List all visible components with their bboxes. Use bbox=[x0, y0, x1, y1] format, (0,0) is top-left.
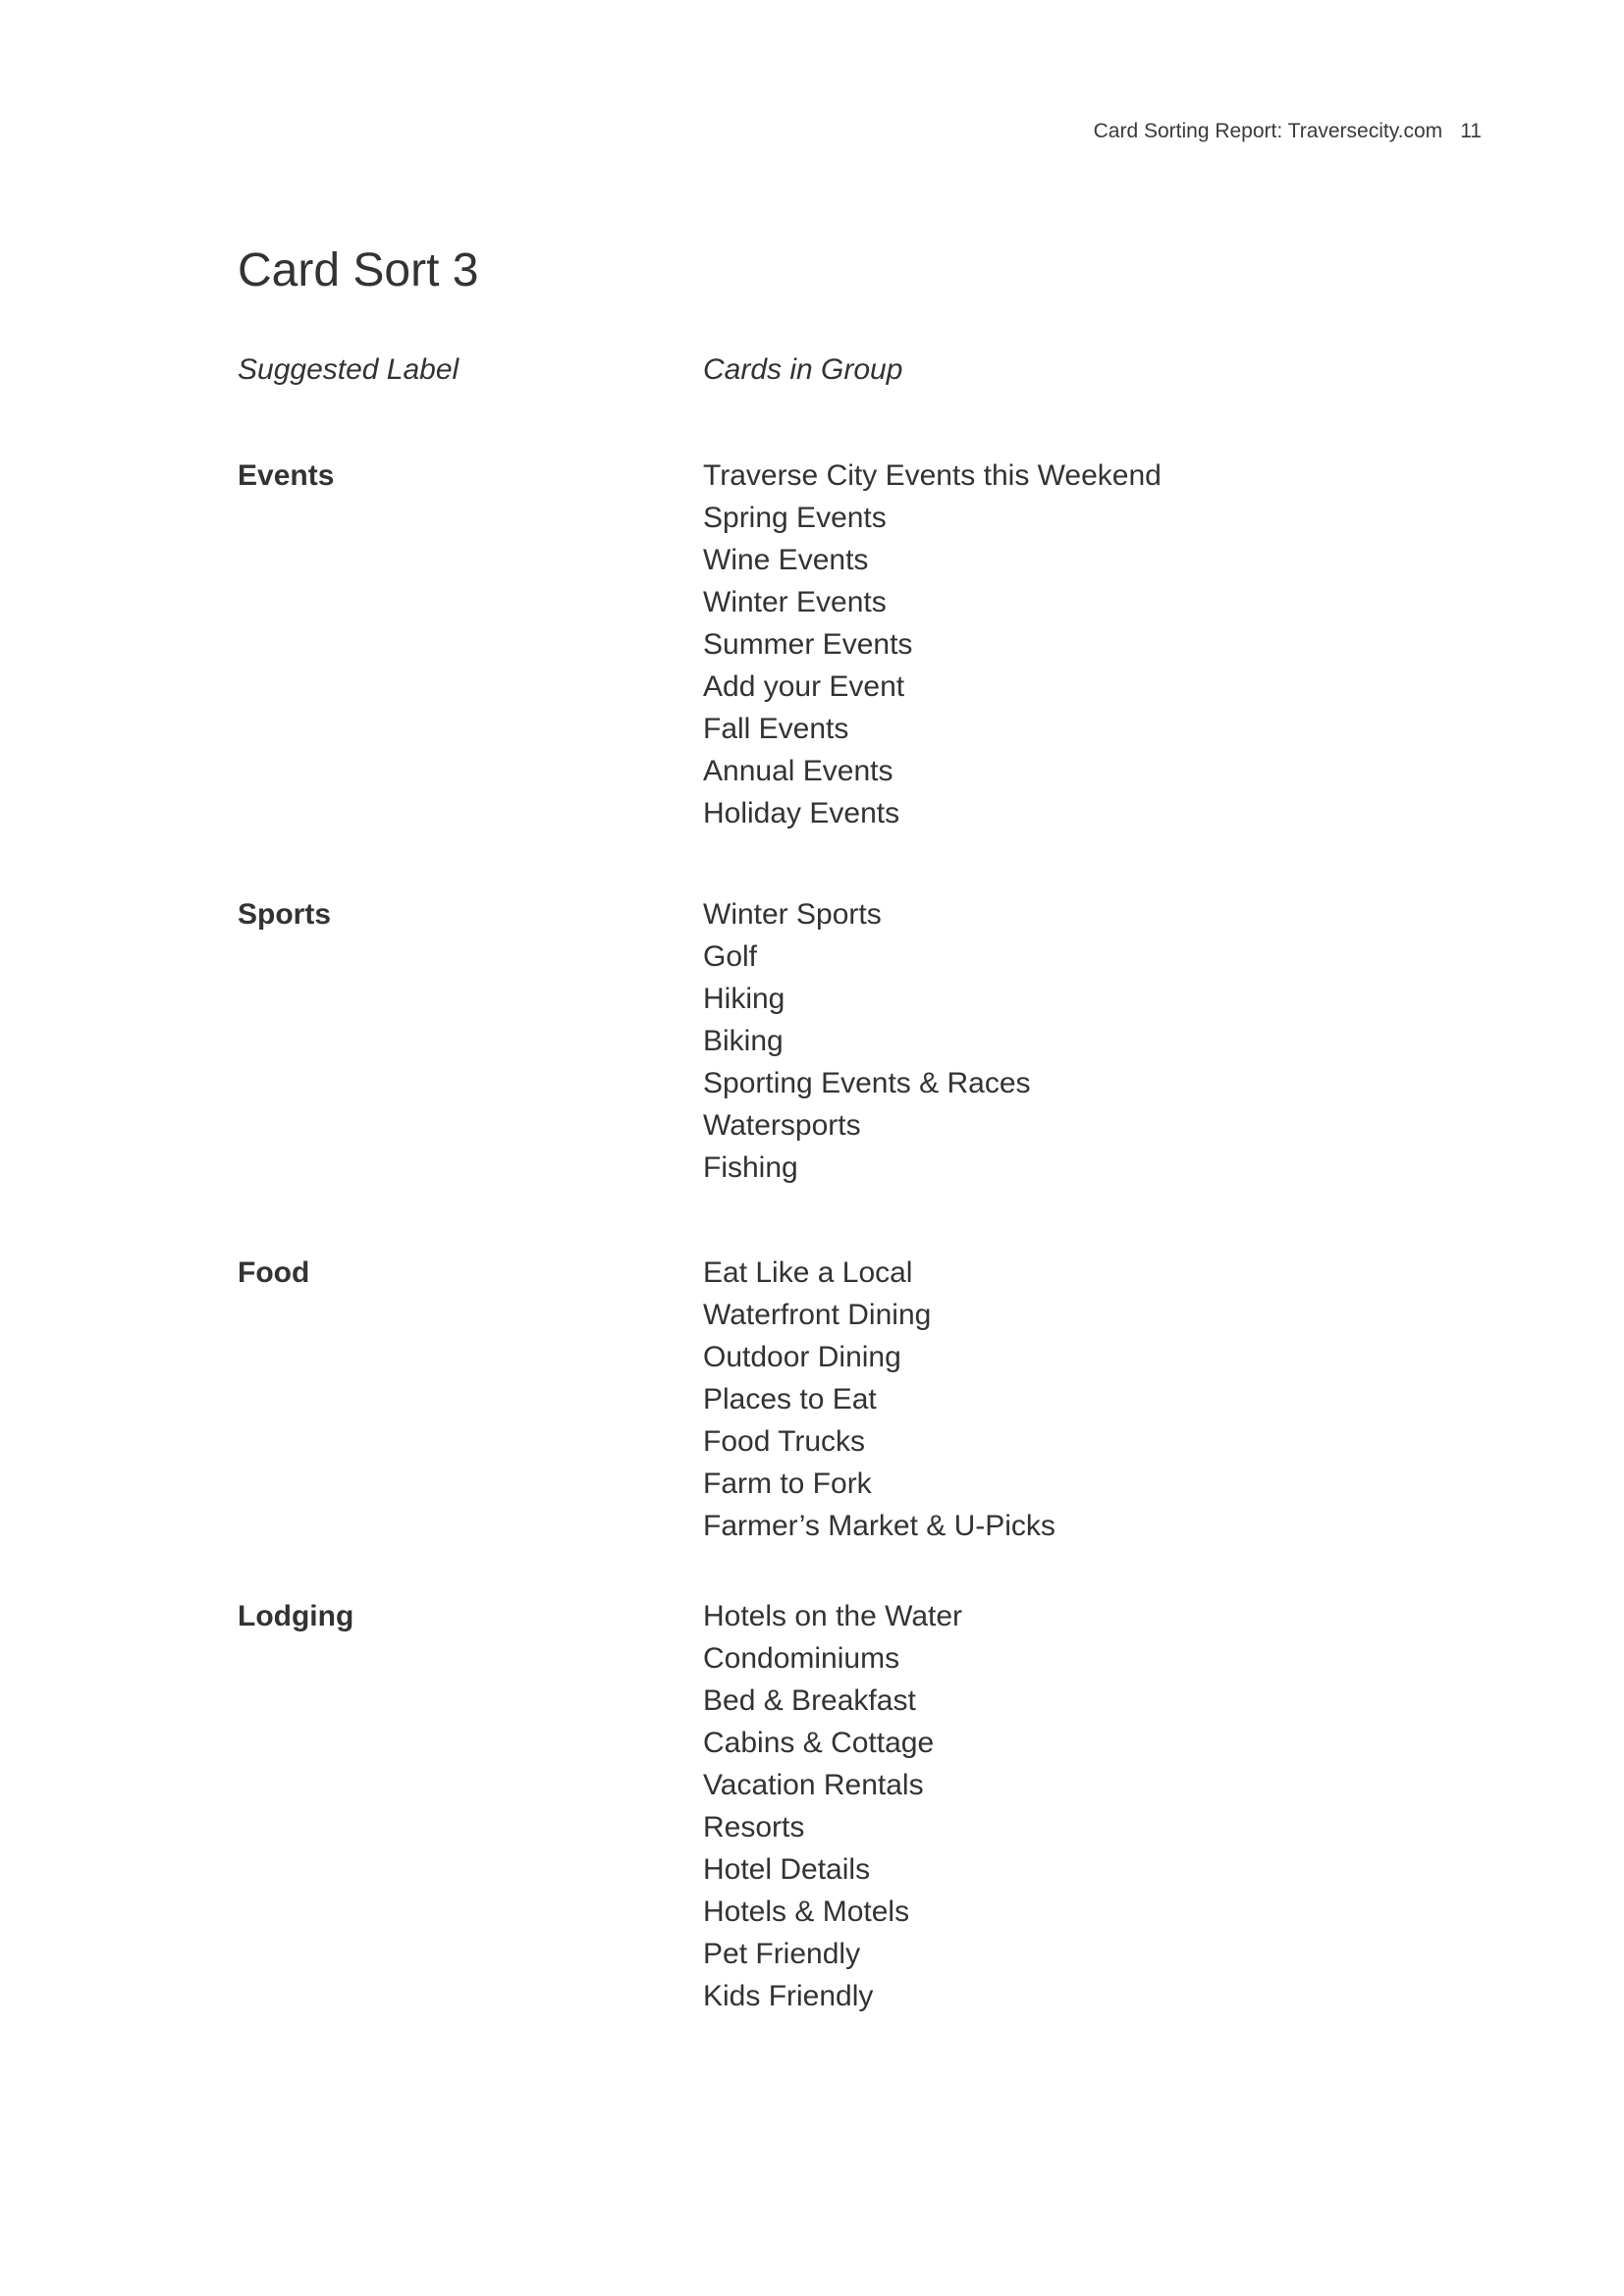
card-item: Vacation Rentals bbox=[703, 1769, 924, 1801]
card-list bbox=[703, 1595, 962, 2017]
card-item: Farmer’s Market & U-Picks bbox=[703, 1510, 1056, 1542]
card-item: Hiking bbox=[703, 983, 785, 1015]
cards-in-group-heading: Cards in Group bbox=[703, 353, 903, 386]
card-item: Spring Events bbox=[703, 502, 887, 534]
card-item: Hotels & Motels bbox=[703, 1896, 910, 1928]
card-item: Holiday Events bbox=[703, 797, 900, 829]
card-item: Winter Events bbox=[703, 586, 887, 618]
card-item: Farm to Fork bbox=[703, 1468, 872, 1500]
group-label: Lodging bbox=[238, 1600, 354, 1632]
card-item: Winter Sports bbox=[703, 898, 882, 931]
card-item: Watersports bbox=[703, 1109, 861, 1142]
card-item: Outdoor Dining bbox=[703, 1341, 901, 1373]
card-item: Biking bbox=[703, 1025, 784, 1057]
card-item: Waterfront Dining bbox=[703, 1299, 932, 1331]
card-list bbox=[703, 893, 1031, 1189]
card-list bbox=[703, 1252, 1056, 1547]
card-item: Pet Friendly bbox=[703, 1938, 861, 1970]
card-item: Fall Events bbox=[703, 713, 849, 745]
card-item: Fishing bbox=[703, 1151, 798, 1184]
card-item: Places to Eat bbox=[703, 1383, 877, 1415]
card-list bbox=[703, 454, 1162, 834]
card-item: Hotels on the Water bbox=[703, 1600, 963, 1632]
card-item: Eat Like a Local bbox=[703, 1256, 913, 1289]
card-item: Cabins & Cottage bbox=[703, 1727, 935, 1759]
suggested-label-heading: Suggested Label bbox=[238, 353, 460, 386]
card-item: Bed & Breakfast bbox=[703, 1684, 916, 1717]
card-item: Kids Friendly bbox=[703, 1980, 874, 2012]
running-header-title: Card Sorting Report: Traversecity.com bbox=[1093, 120, 1443, 142]
card-item: Golf bbox=[703, 940, 758, 973]
group-label: Food bbox=[238, 1256, 310, 1289]
card-item: Add your Event bbox=[703, 670, 905, 703]
running-header bbox=[1094, 120, 1482, 143]
card-item: Hotel Details bbox=[703, 1853, 871, 1886]
page-number: 11 bbox=[1460, 120, 1482, 142]
page-title: Card Sort 3 bbox=[238, 244, 479, 296]
card-item: Condominiums bbox=[703, 1642, 900, 1675]
group-label: Sports bbox=[238, 898, 332, 931]
card-item: Traverse City Events this Weekend bbox=[703, 459, 1162, 492]
card-item: Annual Events bbox=[703, 755, 893, 787]
group-label: Events bbox=[238, 459, 335, 492]
card-item: Resorts bbox=[703, 1811, 805, 1843]
card-item: Summer Events bbox=[703, 628, 913, 661]
card-item: Sporting Events & Races bbox=[703, 1067, 1031, 1099]
card-item: Food Trucks bbox=[703, 1425, 866, 1458]
card-item: Wine Events bbox=[703, 544, 869, 576]
